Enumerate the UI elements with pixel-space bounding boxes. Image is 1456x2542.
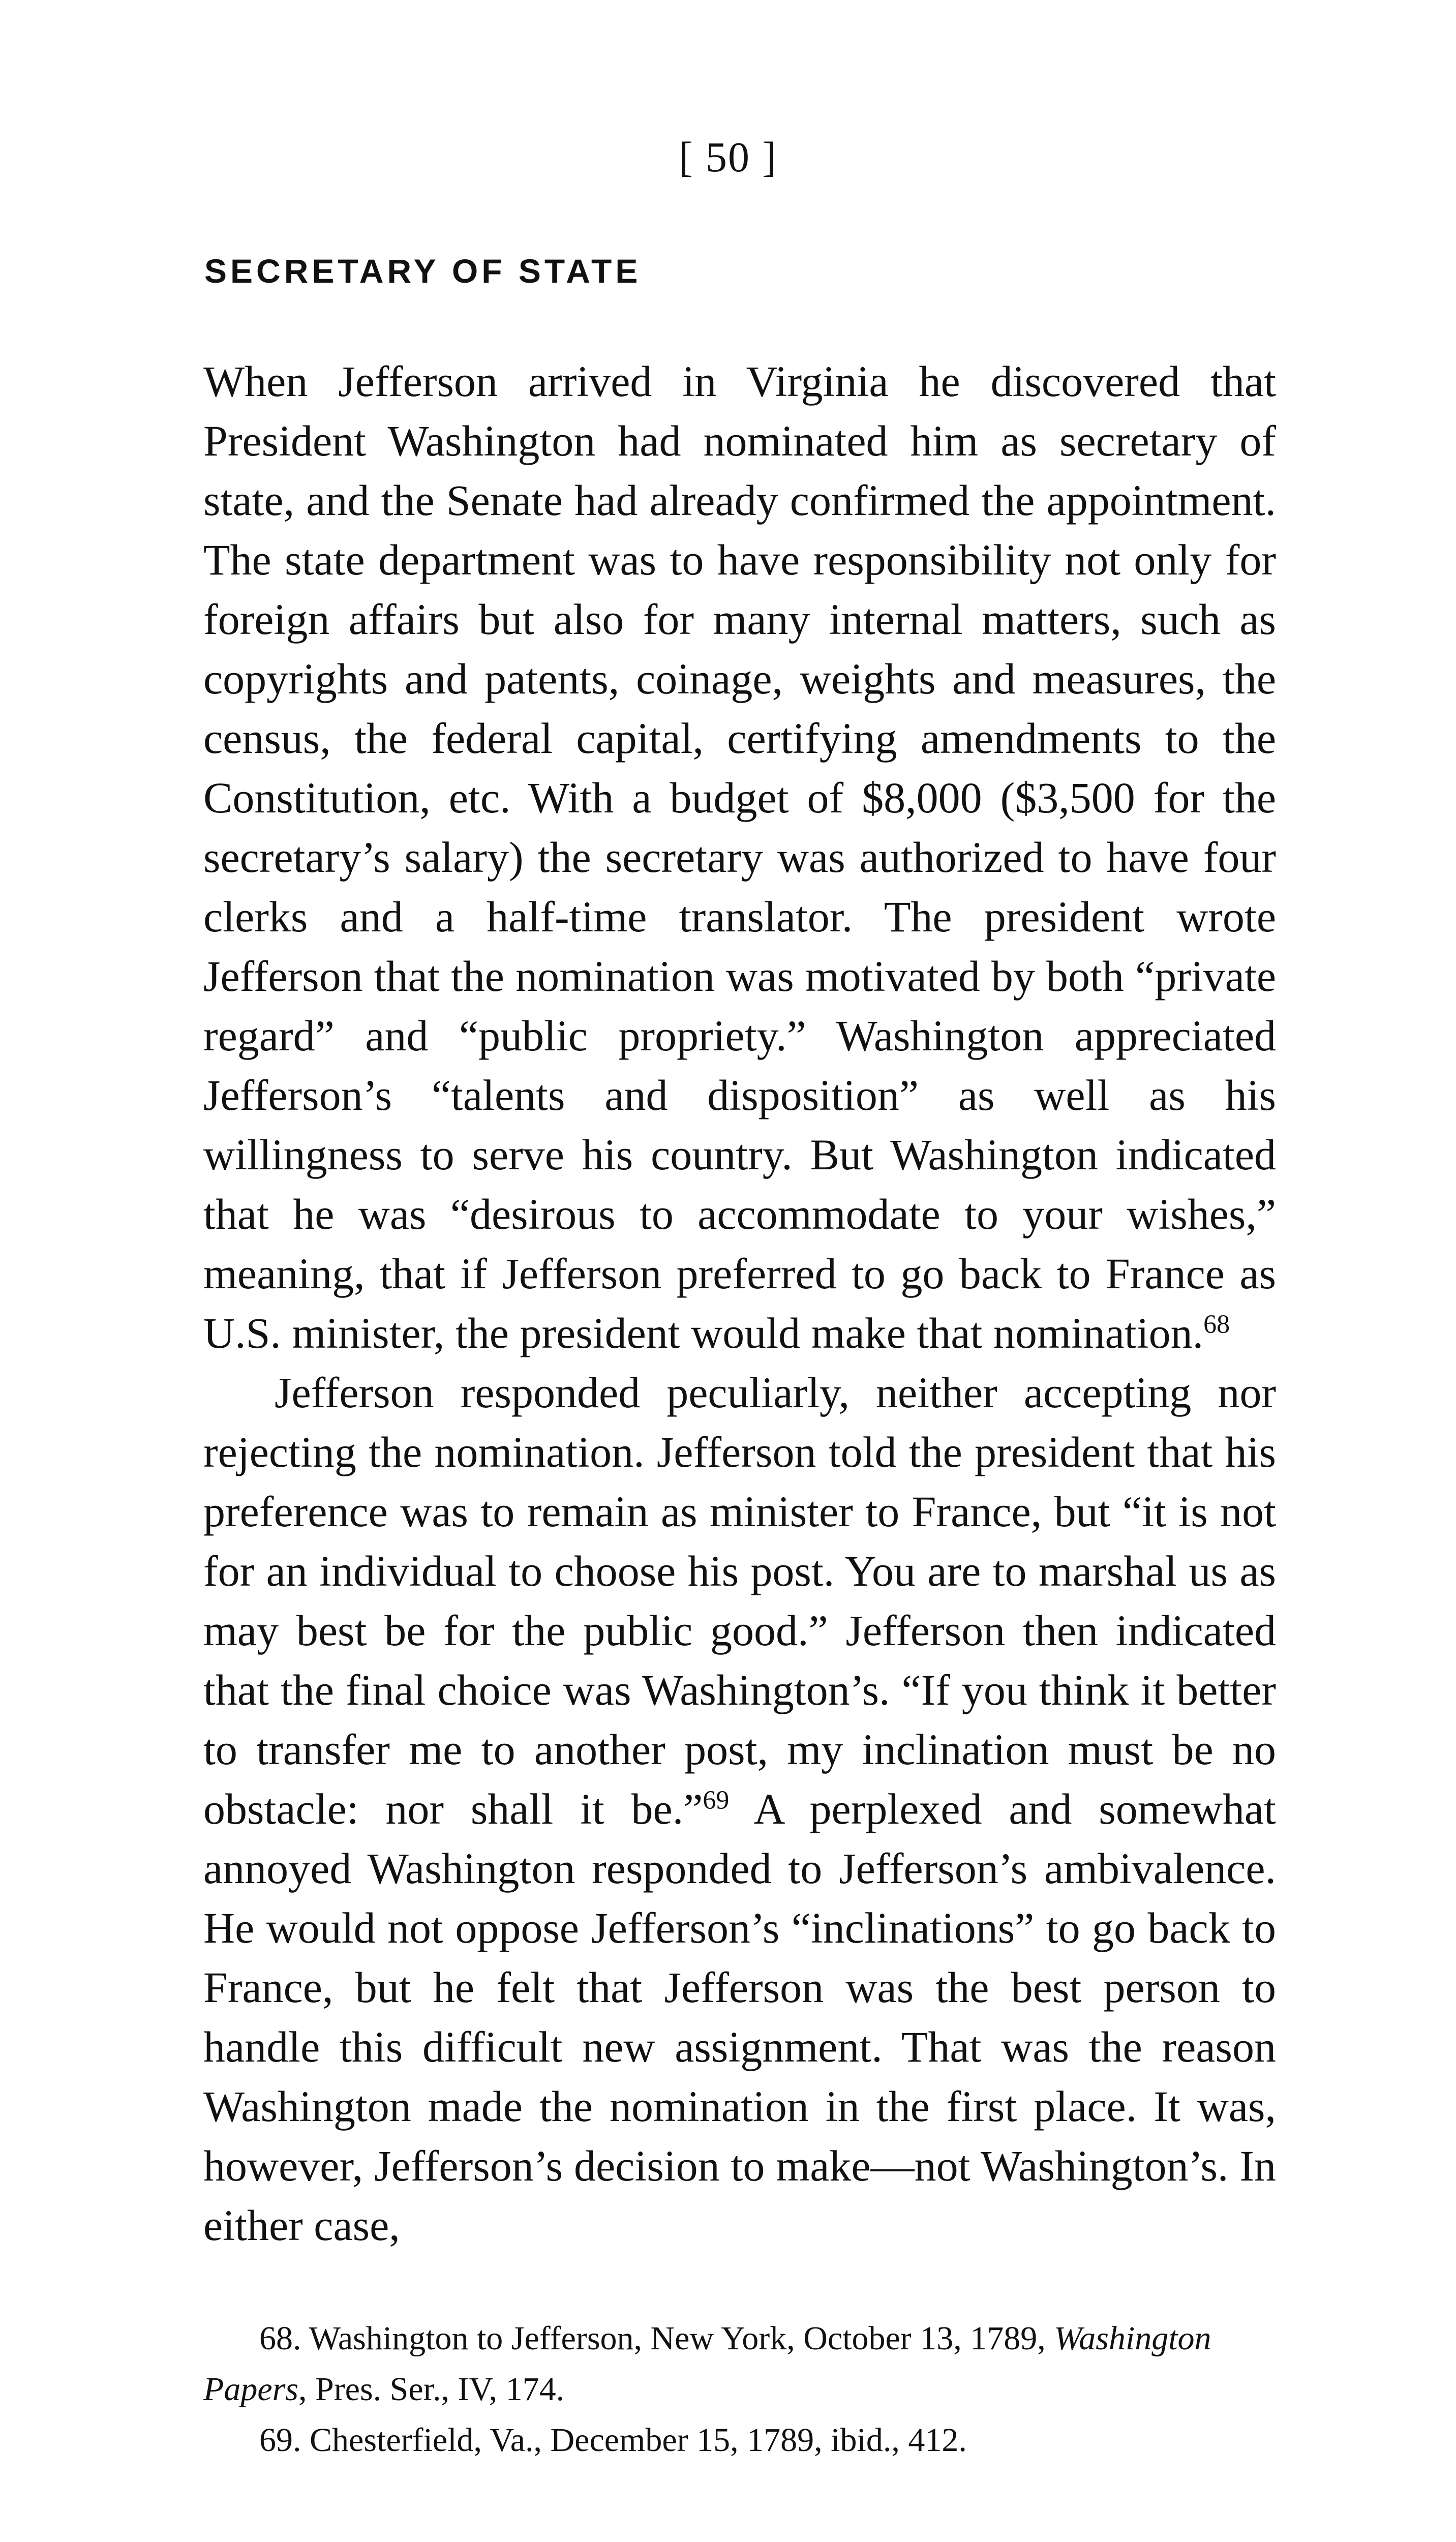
section-title: SECRETARY OF STATE [204,252,642,290]
footnote-ref-69: 69 [703,1786,730,1815]
footnote-69-text: 69. Chesterfield, Va., December 15, 1789, ibid., 412. [259,2422,967,2459]
paragraph-1-text: When Jefferson arrived in Virginia he discovered that President Washington had nominated him as secretary of state, and the Senate had already confirmed the appointment. The state department was to have responsibility not only for foreign affairs but also for many internal matters, such as copyrights and patents, coinage, weights and measures, the census, the federal capital, certifying amendments to the Constitution, etc. With a budget of $8,000 ($3,500 for the secretary’s salary) the secretary was authorized to have four clerks and a half-time translator. The president wrote Jefferson that the nomination was motivated by both “private regard” and “public propriety.” Washington appreciated Jefferson’s “talents and disposition” as well as his willingness to serve his country. But Washington indicated that he was “desirous to accommodate to your wishes,” meaning, that if Jefferson preferred to go back to France as U.S. minister, the president would make that nomination. [203,357,1276,1357]
paragraph-2-text-b: A perplexed and somewhat annoyed Washington responded to Jefferson’s ambivalence. He would not oppose Jefferson’s “inclinations” to go back to France, but he felt that Jefferson was the best person to handle this difficult new assignment. That was the reason Washington made the nomination in the first place. It was, however, Jefferson’s decision to make—not Washington’s. In either case, [203,1784,1276,2250]
footnote-68-italic: Washington Papers [203,2320,1211,2408]
footnote-68-prefix: 68. Washington to Jefferson, New York, October 13, 1789, [259,2320,1054,2357]
footnote-69 [203,2415,1276,2466]
page-number: [ 50 ] [679,134,777,181]
footnote-68 [203,2313,1276,2415]
paragraph-1 [203,352,1276,1363]
footnote-68-suffix: , Pres. Ser., IV, 174. [298,2371,565,2408]
body-text [203,352,1276,2255]
paragraph-2 [203,1363,1276,2255]
paragraph-2-text-a: Jefferson responded peculiarly, neither accepting nor rejecting the nomination. Jefferson told the president that his preference was to remain as minister to France, but “it is not for an individual to choose his post. You are to marshal us as may best be for the public good.” Jefferson then indicated that the final choice was Washington’s. “If you think it better to transfer me to another post, my inclination must be no obstacle: nor shall it be.” [203,1368,1276,1833]
footnotes [203,2313,1276,2466]
footnote-ref-68: 68 [1203,1310,1230,1339]
